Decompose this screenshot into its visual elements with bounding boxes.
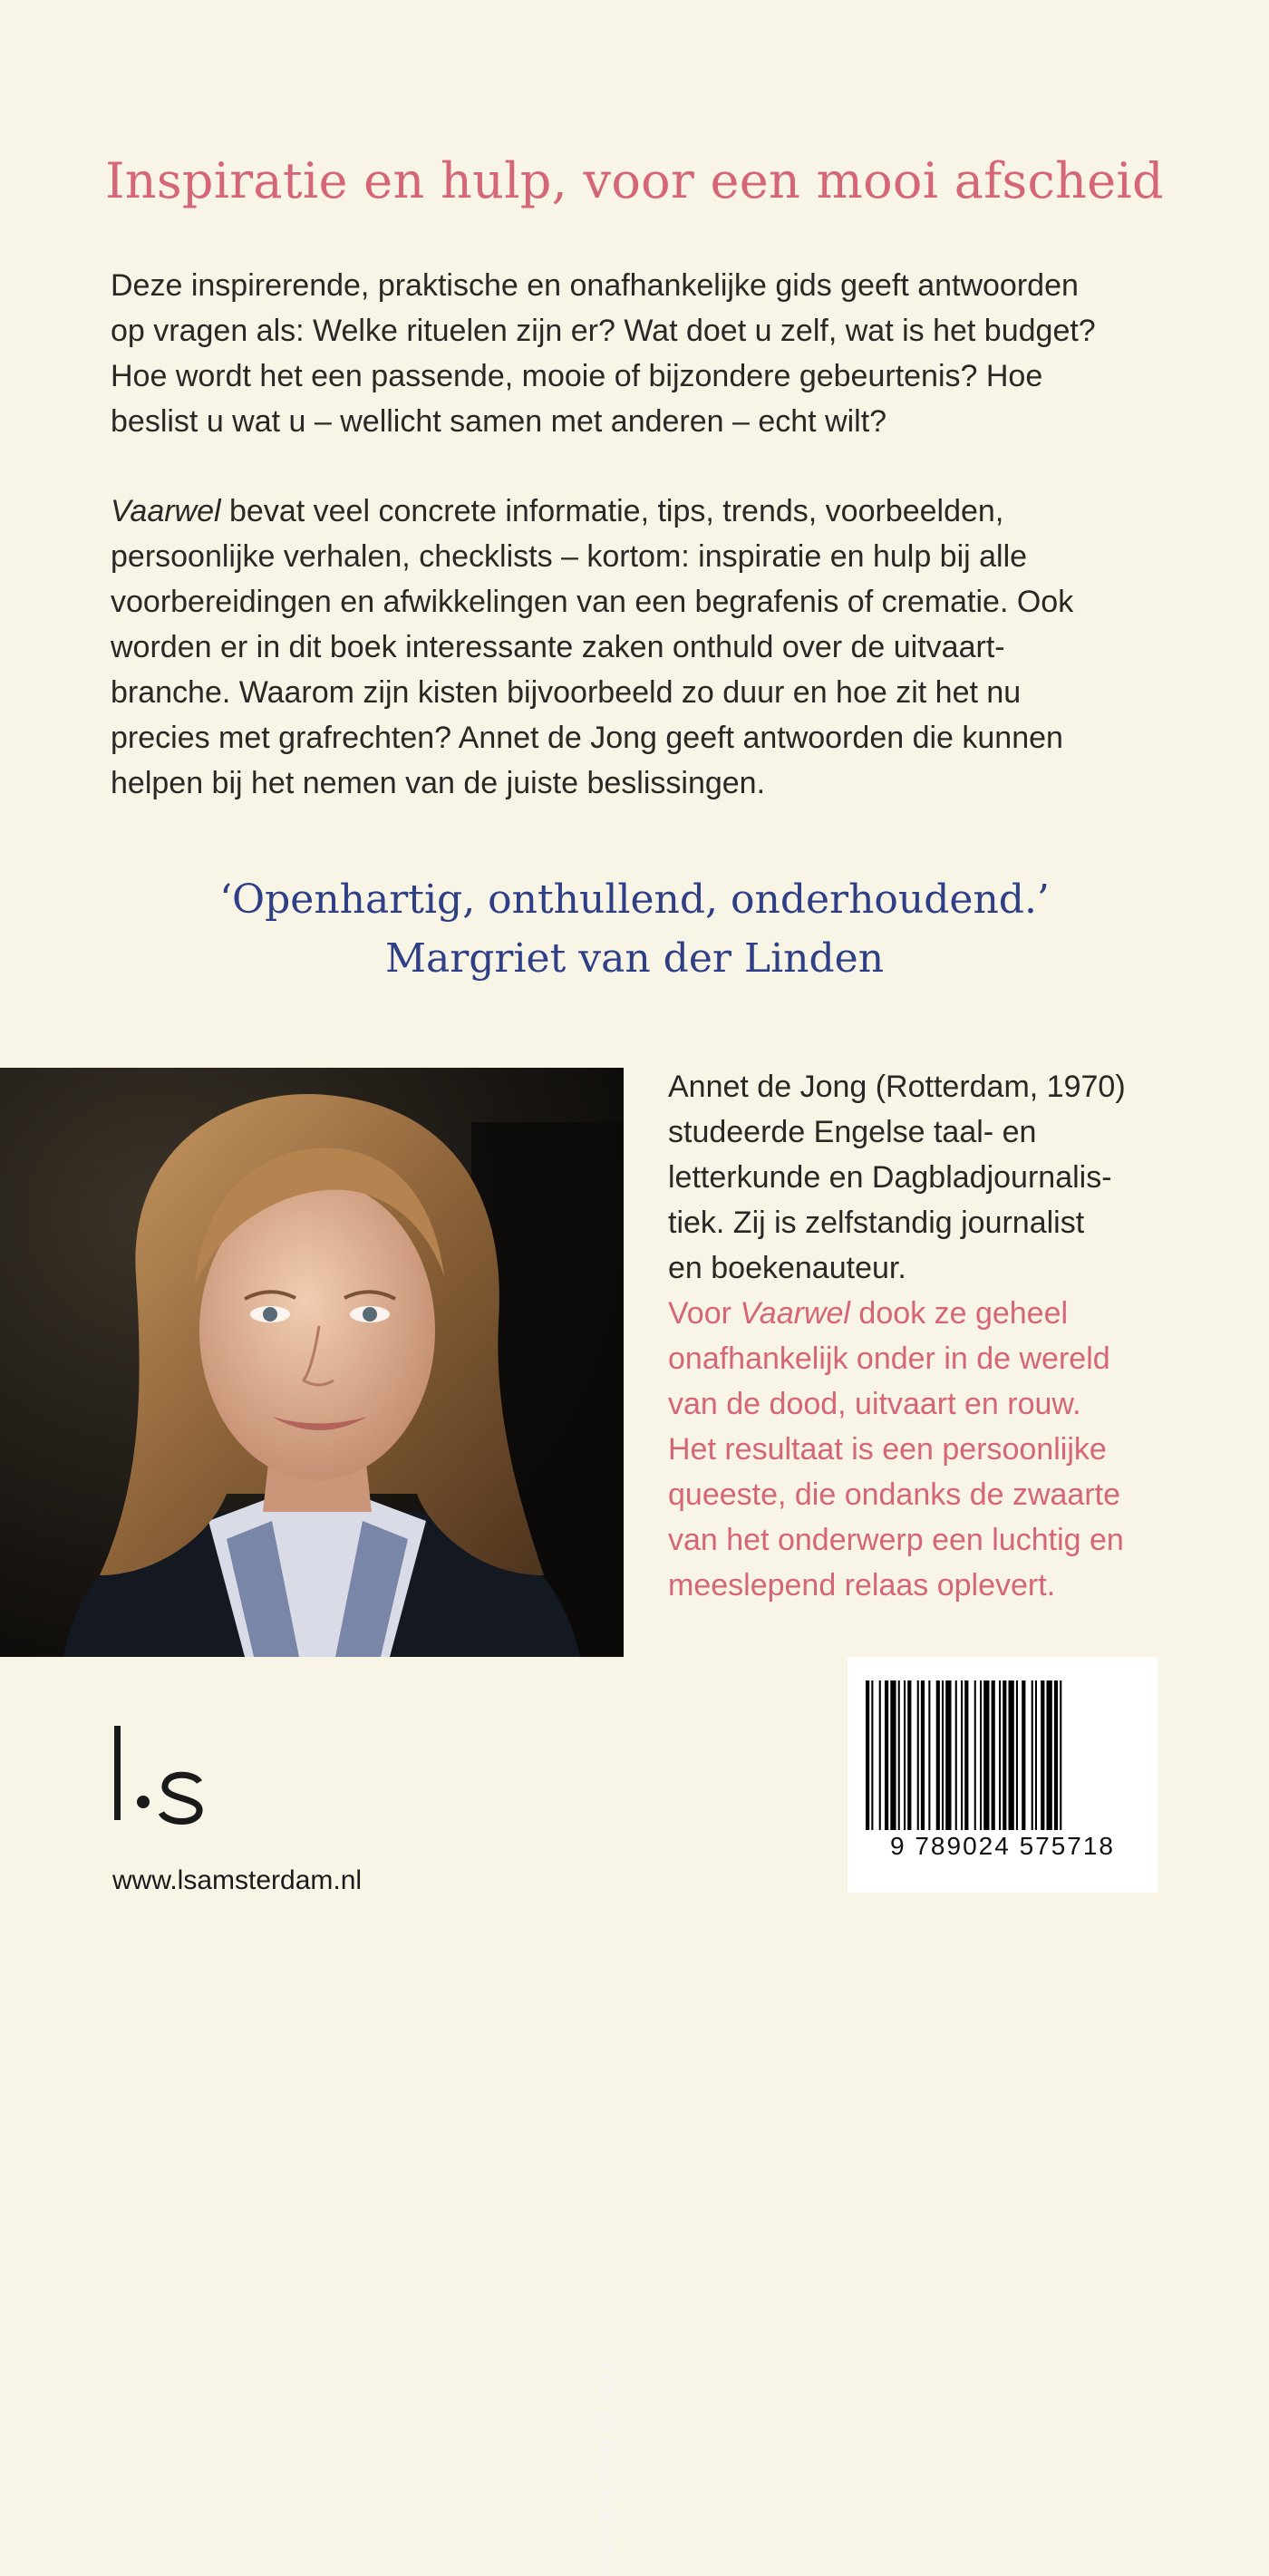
barcode-bar <box>961 1680 963 1830</box>
barcode-bar <box>1032 1680 1033 1830</box>
barcode-bar <box>928 1680 930 1830</box>
bio-line-pink: Het resultaat is een persoonlijke <box>668 1432 1107 1467</box>
bio-line: letterkunde en Dagbladjournalis- <box>668 1160 1112 1195</box>
headline: Inspiratie en hulp, voor een mooi afscheid <box>105 152 1164 209</box>
description-paragraph-1 <box>111 263 1171 444</box>
paragraph-line: beslist u wat u – wellicht samen met anderen – echt wilt? <box>111 404 887 439</box>
author-portrait-illustration <box>0 1068 624 1657</box>
bio-line-pink: van het onderwerp een luchtig en <box>668 1523 1124 1557</box>
logo-dot <box>137 1796 150 1808</box>
barcode-bar <box>1003 1680 1006 1830</box>
barcode-bar <box>983 1680 989 1830</box>
paragraph-line: helpen bij het nemen van de juiste beslissingen. <box>111 766 766 800</box>
paragraph-line: op vragen als: Welke rituelen zijn er? Wat doet u zelf, wat is het budget? <box>111 314 1096 348</box>
bio-pink-post: dook ze geheel <box>849 1296 1069 1331</box>
barcode-bar <box>1022 1680 1025 1830</box>
barcode-bar <box>980 1680 982 1830</box>
paragraph-line: persoonlijke verhalen, checklists – kortom: inspiratie en hulp bij alle <box>111 539 1028 574</box>
barcode-bar <box>879 1680 881 1830</box>
barcode-bar <box>890 1680 896 1830</box>
barcode-bar <box>907 1680 911 1830</box>
photo-credit: Foto @ Anja Robertus <box>594 2361 618 2576</box>
paragraph-line-rest: bevat veel concrete informatie, tips, trends, voorbeelden, <box>220 494 1004 528</box>
isbn-number: 9 789024 575718 <box>890 1832 1115 1860</box>
barcode-bar <box>955 1680 957 1830</box>
barcode-bar <box>898 1680 900 1830</box>
barcode-bar <box>999 1680 1001 1830</box>
barcode-bar <box>871 1680 873 1830</box>
paragraph-line: Hoe wordt het een passende, mooie of bijzondere gebeurtenis? Hoe <box>111 359 1043 393</box>
paragraph-line: branche. Waarom zijn kisten bijvoorbeeld zo duur en hoe zit het nu <box>111 675 1022 710</box>
barcode-bar <box>974 1680 976 1830</box>
barcode-bar <box>942 1680 944 1830</box>
bio-line-pink: onafhankelijk onder in de wereld <box>668 1341 1110 1376</box>
logo-s-stroke <box>161 1775 199 1821</box>
barcode-bar <box>1016 1680 1018 1830</box>
barcode-bar <box>921 1680 925 1830</box>
paragraph-line: voorbereidingen en afwikkelingen van een begrafenis of crematie. Ook <box>111 585 1074 619</box>
barcode-bar <box>1041 1680 1044 1830</box>
bio-line-pink: queeste, die ondanks de zwaarte <box>668 1477 1121 1512</box>
bio-pink-pre: Voor <box>668 1296 741 1331</box>
paragraph-line: Deze inspirerende, praktische en onafhankelijke gids geeft antwoorden <box>111 268 1079 303</box>
author-bio <box>668 1064 1257 1608</box>
barcode-bar <box>1054 1680 1058 1830</box>
barcode-bar <box>1009 1680 1014 1830</box>
paragraph-line: precies met grafrechten? Annet de Jong geeft antwoorden die kunnen <box>111 721 1063 755</box>
barcode-bars <box>862 1680 1143 1830</box>
barcode-bar <box>866 1680 869 1830</box>
review-quote: ‘Openhartig, onthullend, onderhoudend.’ <box>219 876 1050 923</box>
bio-line: studeerde Engelse taal- en <box>668 1115 1037 1149</box>
publisher-website: www.lsamsterdam.nl <box>112 1865 363 1895</box>
bio-line: Annet de Jong (Rotterdam, 1970) <box>668 1070 1126 1104</box>
barcode-bar <box>992 1680 995 1830</box>
barcode-bar <box>1035 1680 1037 1830</box>
barcode-bar <box>1047 1680 1052 1830</box>
bio-line: en boekenauteur. <box>668 1251 906 1285</box>
bio-line-pink: van de dood, uitvaart en rouw. <box>668 1387 1081 1421</box>
logo-l-stroke <box>114 1726 121 1820</box>
barcode-bar <box>1060 1680 1061 1830</box>
paragraph-line <box>111 489 1171 534</box>
description-paragraph-2 <box>111 489 1171 806</box>
bio-line-pink: meeslepend relaas oplevert. <box>668 1568 1056 1603</box>
barcode-bar <box>964 1680 968 1830</box>
book-title-italic: Vaarwel <box>111 494 221 528</box>
publisher-logo <box>111 1719 219 1827</box>
barcode <box>848 1657 1158 1893</box>
barcode-bar <box>885 1680 888 1830</box>
review-quote-author: Margriet van der Linden <box>384 935 885 982</box>
paragraph-line: worden er in dit boek interessante zaken onthuld over de uitvaart- <box>111 630 1005 664</box>
barcode-bar <box>945 1680 951 1830</box>
barcode-bar <box>936 1680 940 1830</box>
barcode-bar <box>904 1680 906 1830</box>
book-title-italic: Vaarwel <box>740 1296 850 1331</box>
barcode-bar <box>917 1680 919 1830</box>
bio-line-pink <box>668 1291 1257 1336</box>
bio-line: tiek. Zij is zelfstandig journalist <box>668 1206 1085 1240</box>
